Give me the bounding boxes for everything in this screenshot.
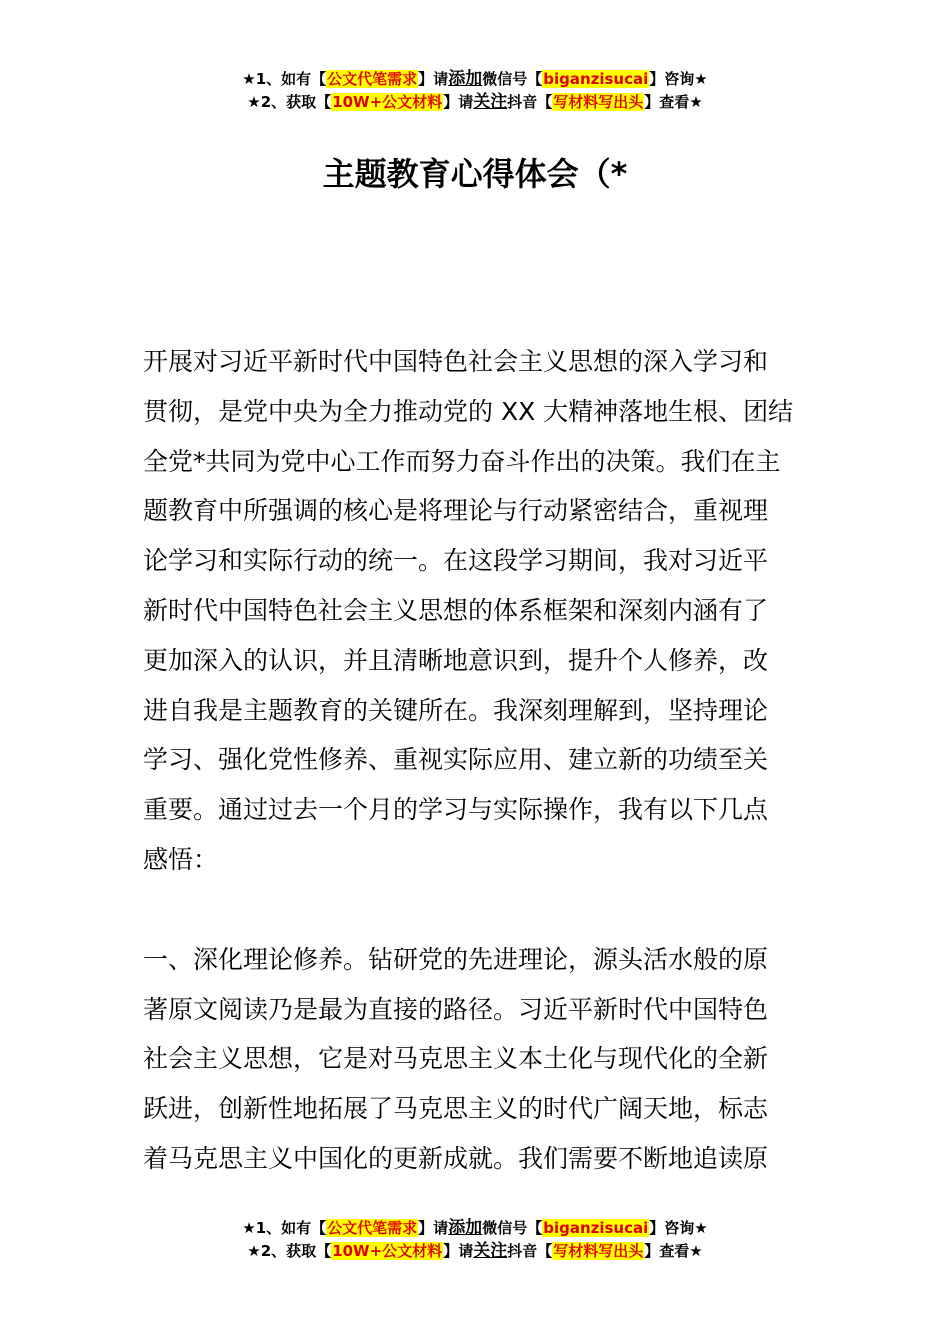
- highlight-douyin: 写材料写出头: [553, 93, 644, 111]
- banner-line-1: ★1、如有【公文代笔需求】请添加微信号【biganzisucai】咨询★: [242, 1218, 708, 1238]
- paragraph-intro: [143, 337, 811, 885]
- highlight-service: 公文代笔需求: [327, 1219, 418, 1237]
- document-body: [143, 337, 811, 1184]
- paragraph-gap: [143, 885, 811, 935]
- banner-line-2: ★2、获取【10W+公文材料】请关注抖音【写材料写出头】查看★: [247, 92, 703, 112]
- text-line: 论学习和实际行动的统一。在这段学习期间，我对习近平: [143, 546, 769, 576]
- text-line: 更加深入的认识，并且清晰地意识到，提升个人修养，改: [143, 645, 769, 675]
- underline-add: 添加: [448, 1218, 483, 1238]
- banner-line-2: ★2、获取【10W+公文材料】请关注抖音【写材料写出头】查看★: [247, 1241, 703, 1261]
- highlight-materials: 10W+公文材料: [332, 93, 443, 111]
- text-line: 开展对习近平新时代中国特色社会主义思想的深入学习和: [143, 347, 769, 376]
- footer-banner: [0, 1217, 950, 1263]
- text-line: 着马克思主义中国化的更新成就。我们需要不断地追读原: [143, 1143, 769, 1173]
- text-line: 重要。通过过去一个月的学习与实际操作，我有以下几点: [143, 795, 769, 825]
- text-line: 著原文阅读乃是最为直接的路径。习近平新时代中国特色: [143, 994, 769, 1024]
- text-line: 感悟：: [143, 844, 219, 874]
- highlight-materials: 10W+公文材料: [332, 1242, 443, 1260]
- document-title: 主题教育心得体会（*: [322, 155, 628, 193]
- highlight-service: 公文代笔需求: [327, 70, 418, 88]
- header-banner: [0, 68, 950, 114]
- text-line: 贯彻，是党中央为全力推动党的 XX 大精神落地生根、团结: [143, 396, 794, 426]
- underline-follow: 关注: [473, 1241, 508, 1261]
- text-line: 题教育中所强调的核心是将理论与行动紧密结合，重视理: [143, 496, 769, 526]
- text-line: 进自我是主题教育的关键所在。我深刻理解到，坚持理论: [143, 695, 769, 725]
- text-line: 全党*共同为党中心工作而努力奋斗作出的决策。我们在主: [143, 446, 781, 476]
- banner-line-1: ★1、如有【公文代笔需求】请添加微信号【biganzisucai】咨询★: [242, 69, 708, 89]
- underline-add: 添加: [448, 69, 483, 89]
- paragraph-section-1: [143, 935, 811, 1184]
- underline-follow: 关注: [473, 92, 508, 112]
- text-line: 社会主义思想，它是对马克思主义本土化与现代化的全新: [143, 1044, 769, 1074]
- highlight-wechat-id: biganzisucai: [543, 1219, 649, 1237]
- highlight-douyin: 写材料写出头: [553, 1242, 644, 1260]
- text-line: 新时代中国特色社会主义思想的体系框架和深刻内涵有了: [143, 595, 769, 625]
- highlight-wechat-id: biganzisucai: [543, 70, 649, 88]
- text-line: 一、深化理论修养。钻研党的先进理论，源头活水般的原: [143, 944, 769, 974]
- text-line: 跃进，创新性地拓展了马克思主义的时代广阔天地，标志: [143, 1094, 769, 1124]
- text-line: 学习、强化党性修养、重视实际应用、建立新的功绩至关: [143, 745, 769, 775]
